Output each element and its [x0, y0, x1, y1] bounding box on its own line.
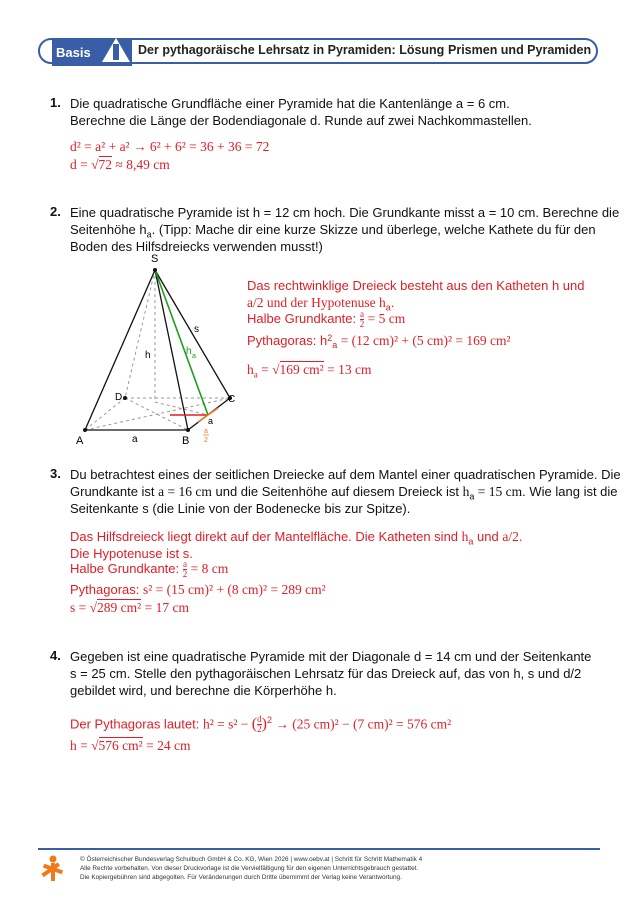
task-4-line-2: s = 25 cm. Stelle den pythagoräischen Lehrsatz für das Dreieck auf, das von h, s und d/2 [70, 666, 582, 681]
task-4-solution-1-pre: Der Pythagoras lautet: [70, 716, 203, 732]
label-ha-sub: a [192, 353, 196, 360]
footer-rule [38, 848, 600, 850]
page-title: Der pythagoräische Lehrsatz in Pyramiden: Lösung [138, 43, 445, 57]
task-1-line-1: Die quadratische Grundfläche einer Pyramide hat die Kantenlänge a = 6 cm. [70, 96, 510, 111]
level-badge-label: Basis [56, 45, 91, 60]
task-1-number: 1. [50, 95, 61, 110]
task-1-line-2: Berechne die Länge der Bodendiagonale d. Runde auf zwei Nachkommastellen. [70, 113, 532, 128]
task-3-line-2-ha: h [462, 484, 470, 499]
task-2-line-1: Eine quadratische Pyramide ist h = 12 cm hoch. Die Grundkante misst a = 10 cm. Berechne die [70, 205, 620, 220]
task-3-solution-3 [70, 560, 228, 579]
task-4-solution-1-eq1: h² = s² − [202, 716, 252, 732]
sqrt-icon: √ [91, 738, 99, 753]
task-3-solution-1-h-sub: a [468, 536, 474, 547]
task-2-number: 2. [50, 204, 61, 219]
task-3-solution-1-pre: Das Hilfsdreieck liegt direkt auf der Mantelfläche. Die Katheten sind [70, 529, 462, 544]
task-4-line-1: Gegeben ist eine quadratische Pyramide mit der Diagonale d = 14 cm und der Seitenkante [70, 649, 592, 664]
task-2-solution-3 [247, 310, 405, 329]
section-title: Prismen und Pyramiden [448, 43, 592, 57]
sqrt-icon: √ [91, 157, 99, 172]
label-D: D [115, 392, 123, 403]
task-3-line-2-a: a = 16 cm [158, 484, 212, 499]
task-2-solution-3-post: = 5 cm [364, 311, 406, 326]
task-2-line-3: Boden des Hilfsdreiecks verwenden musst!) [70, 239, 323, 254]
label-h: h [145, 350, 151, 361]
task-2-sup: 2 [327, 333, 333, 343]
task-3-solution-1-post: . [518, 529, 523, 544]
footer-line-2: Alle Rechte vorbehalten. Von dieser Druckvorlage ist die Vervielfältigung für den eigenen Unterrichtsgebrauch gestattet. [80, 865, 419, 872]
pyramid-diagram [70, 250, 250, 450]
task-3-line-1: Du betrachtest eines der seitlichen Dreiecke auf dem Mantel einer quadratischen Pyramide. Die [70, 467, 621, 482]
pyramid-logo-icon [100, 36, 132, 66]
task-3-solution-4-pre: Pythagoras: [70, 582, 143, 597]
task-4-solution-1-eq2: → (25 cm)² − (7 cm)² = 576 cm² [271, 716, 452, 732]
task-2-solution-4-post: = (12 cm)² + (5 cm)² = 169 cm² [337, 333, 511, 348]
task-2-line-2-sub: a [146, 229, 152, 240]
fraction-num: a [182, 559, 187, 570]
task-3-solution-1-h: h [461, 529, 469, 544]
task-3-solution-5 [70, 600, 189, 616]
task-3-number: 3. [50, 466, 61, 481]
task-3-root: 289 cm² [97, 600, 142, 615]
task-2-solution-2-pre: a/2 und der Hypotenuse h [247, 295, 386, 310]
task-2-solution-5-eq: = [257, 362, 273, 377]
label-A: A [76, 435, 84, 447]
task-3-solution-1-a2: a/2 [502, 529, 519, 544]
task-1-solution-1: d² = a² + a² → 6² + 6² = 36 + 36 = 72 [70, 139, 270, 154]
fraction-num: d [257, 714, 262, 725]
task-3-line-2-mid: und die Seitenhöhe auf diesem Dreieck ist [211, 484, 463, 499]
task-2-solution-5-sub: a [253, 369, 258, 380]
task-3-solution-5-pre: s = [70, 600, 90, 615]
fraction-den: 2 [257, 724, 262, 735]
task-3-line-3: Seitenkante s (die Linie von der Bodenecke bis zur Spitze). [70, 501, 411, 516]
task-3-line-2-ha-post: = 15 cm [474, 484, 523, 499]
task-1-solution-2-pre: d = [70, 157, 92, 172]
task-2-solution-4 [247, 330, 511, 354]
task-3-solution-4-eq: s² = (15 cm)² + (8 cm)² = 289 cm² [143, 582, 326, 597]
label-a-right: a [208, 416, 214, 426]
publisher-logo-icon [40, 855, 66, 883]
task-2-sub: a [332, 339, 338, 350]
task-4-number: 4. [50, 648, 61, 663]
task-2-solution-5-post: = 13 cm [323, 362, 372, 377]
label-a2-num: a [204, 428, 208, 435]
footer-line-1: © Österreichischer Bundesverlag Schulbuch GmbH & Co. KG, Wien 2026 | www.oebv.at | Schritt für Schritt Mathematik 4 [80, 856, 423, 863]
sqrt-icon: √ [272, 362, 280, 377]
task-1-root: 72 [98, 157, 113, 172]
task-2-solution-2-sub: a [385, 302, 391, 313]
task-2-root: 169 cm² [279, 362, 324, 377]
label-B: B [182, 435, 190, 447]
sqrt-icon: √ [89, 600, 98, 615]
label-S: S [151, 253, 159, 265]
task-3-line-2-post: . Wie lang ist die [522, 484, 618, 499]
paren-close-icon: ) [261, 715, 267, 733]
task-2-solution-5-pre: h [247, 362, 254, 377]
task-3-solution-1-mid: und [473, 529, 503, 544]
paren-open-icon: ( [251, 715, 258, 733]
task-2-line-2-post: . (Tipp: Mache dir eine kurze Skizze und überlege, welche Kathete du für den [151, 222, 596, 237]
task-4-solution-1 [70, 712, 451, 734]
task-4-solution-2-post: = 24 cm [142, 738, 191, 753]
fraction-den: 2 [359, 319, 365, 330]
label-C: C [228, 394, 236, 405]
label-a2-den: 2 [204, 437, 208, 444]
label-a-bottom: a [132, 434, 138, 445]
task-3-solution-4 [70, 581, 326, 598]
task-3-line-2-ha-sub: a [469, 491, 475, 502]
task-2-sup-sub [327, 333, 338, 350]
fraction-num: a [359, 309, 364, 320]
task-1-solution-2-post: ≈ 8,49 cm [112, 157, 170, 172]
task-4-solution-2-pre: h = [70, 738, 92, 753]
task-2-solution-1: Das rechtwinklige Dreieck besteht aus den Katheten h und [247, 278, 585, 293]
task-4-root: 576 cm² [98, 738, 143, 753]
task-4-line-3: gebildet wird, und berechne die Körperhöhe h. [70, 683, 337, 698]
task-2-line-2-pre: Seitenhöhe h [70, 222, 147, 237]
task-3-line-2-pre: Grundkante ist [70, 484, 159, 499]
task-3-solution-3-post: = 8 cm [187, 561, 229, 576]
task-4-sup: 2 [266, 715, 272, 725]
task-3-solution-5-post: = 17 cm [141, 600, 189, 615]
task-2-solution-3-pre: Halbe Grundkante: [247, 311, 360, 326]
task-2-solution-2-post: . [390, 295, 395, 310]
fraction-den: 2 [182, 569, 188, 580]
task-3-solution-3-pre: Halbe Grundkante: [70, 561, 183, 576]
label-ha: h [186, 346, 192, 357]
footer-line-3: Die Kopiergebühren sind abgegolten. Für Veränderungen durch Dritte übernimmt der Verlag keine Verantwortung. [80, 874, 402, 881]
task-3-solution-2: Die Hypotenuse ist s. [70, 546, 193, 561]
task-2-solution-4-pre: Pythagoras: h [247, 333, 328, 348]
task-4-solution-2 [70, 738, 190, 754]
label-s: s [194, 324, 199, 335]
task-2-solution-5 [247, 362, 371, 380]
task-1-solution-2 [70, 157, 170, 173]
